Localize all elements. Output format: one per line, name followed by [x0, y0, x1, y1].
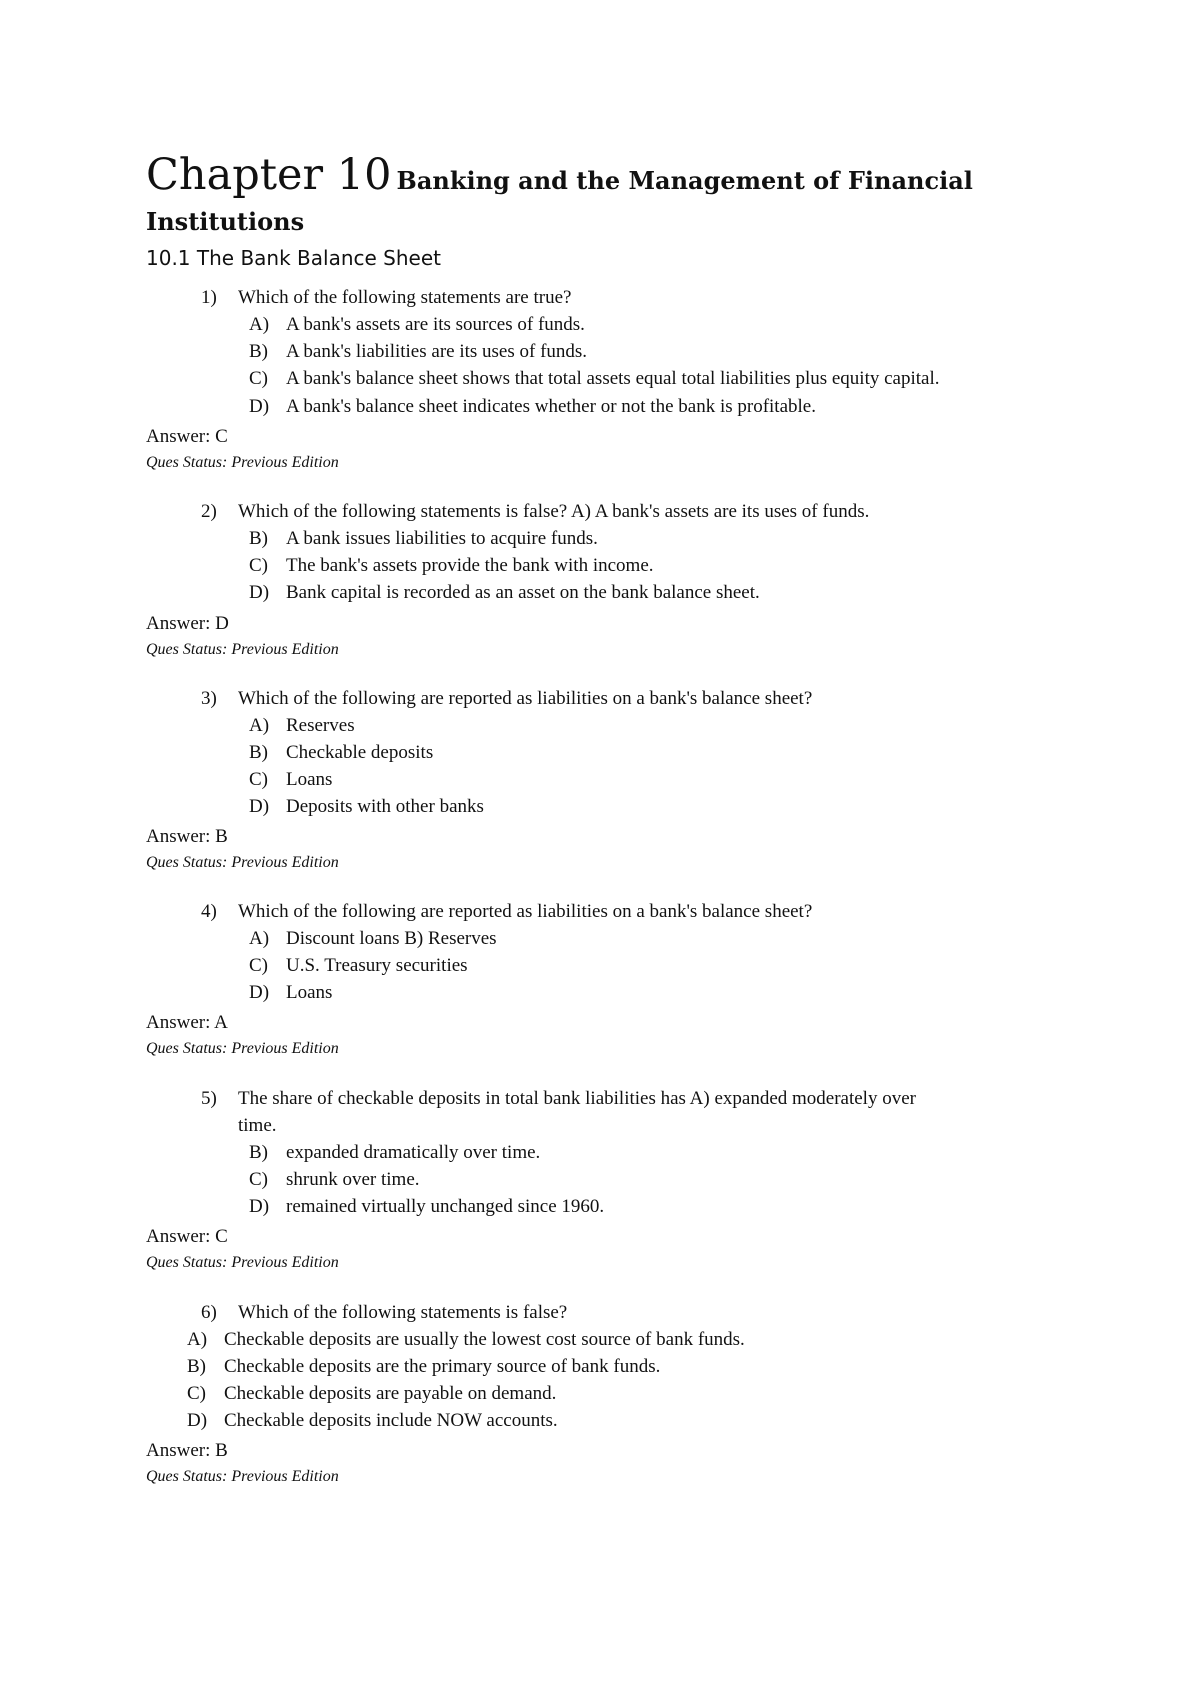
answer-5: Answer: C [146, 1226, 228, 1247]
option-text: A bank's liabilities are its uses of funds. [286, 341, 588, 362]
option-label: B) [249, 1142, 268, 1163]
chapter-number: Chapter 10 [146, 150, 392, 200]
option-label: A) [249, 715, 270, 736]
question-stem-continued: time. [238, 1115, 277, 1136]
option-label: A) [249, 314, 270, 335]
chapter-title [146, 146, 1096, 239]
option-label: B) [187, 1356, 206, 1377]
option-text: Checkable deposits are payable on demand. [224, 1383, 557, 1404]
option-label: B) [249, 528, 268, 549]
option-text: Loans [286, 769, 333, 790]
option-text: remained virtually unchanged since 1960. [286, 1196, 605, 1217]
option-text: Checkable deposits [286, 742, 434, 763]
question-number: 2) [201, 501, 217, 522]
answer-4: Answer: A [146, 1012, 228, 1033]
option-label: D) [249, 396, 270, 417]
option-text: Reserves [286, 715, 355, 736]
option-text: A bank's balance sheet shows that total assets equal total liabilities plus equity capital. [286, 368, 940, 389]
question-stem: Which of the following statements is false? [238, 1302, 568, 1323]
status-2: Ques Status: Previous Edition [146, 641, 339, 658]
option-text: Bank capital is recorded as an asset on the bank balance sheet. [286, 582, 760, 603]
option-text: A bank's assets are its sources of funds. [286, 314, 585, 335]
option-label: C) [249, 769, 268, 790]
option-label: A) [187, 1329, 208, 1350]
question-number: 5) [201, 1088, 217, 1109]
option-text: Checkable deposits are the primary source of bank funds. [224, 1356, 661, 1377]
chapter-subtitle-line2: Institutions [146, 207, 305, 236]
answer-3: Answer: B [146, 826, 228, 847]
option-label: D) [249, 796, 270, 817]
question-number: 3) [201, 688, 217, 709]
question-number: 1) [201, 287, 217, 308]
option-text: The bank's assets provide the bank with income. [286, 555, 654, 576]
status-3: Ques Status: Previous Edition [146, 854, 339, 871]
option-text: expanded dramatically over time. [286, 1142, 541, 1163]
chapter-subtitle-line1: Banking and the Management of Financial [396, 166, 973, 195]
question-number: 6) [201, 1302, 217, 1323]
status-6: Ques Status: Previous Edition [146, 1468, 339, 1485]
option-label: C) [249, 555, 268, 576]
option-text: Checkable deposits include NOW accounts. [224, 1410, 558, 1431]
option-label: D) [249, 582, 270, 603]
question-stem: Which of the following statements are true? [238, 287, 572, 308]
option-text: Discount loans B) Reserves [286, 928, 497, 949]
question-stem: Which of the following are reported as liabilities on a bank's balance sheet? [238, 901, 813, 922]
option-text: A bank issues liabilities to acquire funds. [286, 528, 598, 549]
option-label: C) [187, 1383, 206, 1404]
option-text: shrunk over time. [286, 1169, 420, 1190]
option-label: B) [249, 742, 268, 763]
answer-2: Answer: D [146, 613, 229, 634]
status-5: Ques Status: Previous Edition [146, 1254, 339, 1271]
option-label: D) [249, 1196, 270, 1217]
option-label: A) [249, 928, 270, 949]
answer-1: Answer: C [146, 426, 228, 447]
status-1: Ques Status: Previous Edition [146, 454, 339, 471]
option-text: Checkable deposits are usually the lowest cost source of bank funds. [224, 1329, 745, 1350]
option-label: D) [187, 1410, 208, 1431]
option-label: C) [249, 368, 268, 389]
question-stem: The share of checkable deposits in total bank liabilities has A) expanded moderately over [238, 1088, 916, 1109]
option-label: D) [249, 982, 270, 1003]
option-label: B) [249, 341, 268, 362]
option-label: C) [249, 955, 268, 976]
option-text: Loans [286, 982, 333, 1003]
question-stem: Which of the following are reported as liabilities on a bank's balance sheet? [238, 688, 813, 709]
option-text: U.S. Treasury securities [286, 955, 468, 976]
option-text: A bank's balance sheet indicates whether or not the bank is profitable. [286, 396, 816, 417]
section-title: 10.1 The Bank Balance Sheet [146, 246, 441, 270]
question-stem: Which of the following statements is false? A) A bank's assets are its uses of funds. [238, 501, 870, 522]
option-text: Deposits with other banks [286, 796, 484, 817]
option-label: C) [249, 1169, 268, 1190]
status-4: Ques Status: Previous Edition [146, 1040, 339, 1057]
answer-6: Answer: B [146, 1440, 228, 1461]
question-number: 4) [201, 901, 217, 922]
